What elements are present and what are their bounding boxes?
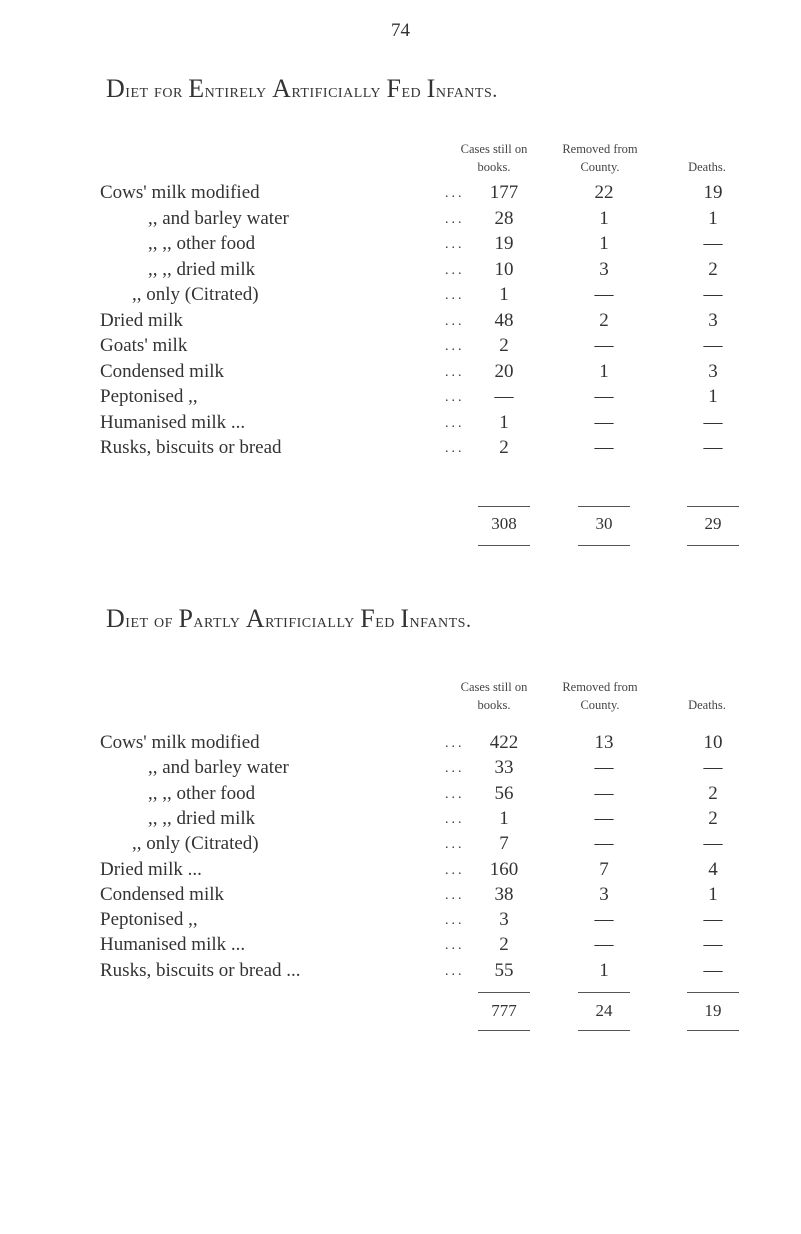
row-label: Peptonised ,, <box>100 909 198 931</box>
table-title: Diet of Partly Artificially Fed Infants. <box>106 604 472 633</box>
leader-dots: ... <box>445 237 465 252</box>
cell-removed: — <box>594 833 614 855</box>
cell-cases: 20 <box>494 360 514 382</box>
cell-removed: — <box>594 909 614 931</box>
table-row <box>0 361 801 387</box>
leader-dots: ... <box>445 887 465 903</box>
cell-cases: 422 <box>489 732 519 753</box>
cell-removed: — <box>594 782 614 804</box>
leader-dots: ... <box>445 811 465 827</box>
cell-deaths: — <box>703 757 723 779</box>
cell-deaths: 10 <box>703 732 723 753</box>
total-removed: 24 <box>595 1001 613 1020</box>
table-row <box>0 208 801 234</box>
row-label: ,, ,, dried milk <box>148 807 256 829</box>
cell-deaths: 3 <box>708 309 718 331</box>
cell-deaths: — <box>703 934 723 956</box>
total-rule-top <box>687 992 739 993</box>
cell-removed: 7 <box>599 858 609 880</box>
cell-removed: — <box>594 411 614 433</box>
leader-dots: ... <box>445 262 465 278</box>
total-cases: 777 <box>491 1001 517 1020</box>
cell-removed: — <box>594 934 614 956</box>
leader-dots: ... <box>445 736 465 751</box>
cell-deaths: — <box>703 284 723 305</box>
table-row <box>0 909 801 935</box>
total-rule-top <box>578 506 630 507</box>
total-rule-bottom <box>687 545 739 546</box>
row-label: Rusks, biscuits or bread ... <box>100 959 301 981</box>
leader-dots: ... <box>445 313 465 329</box>
column-header-removed: Removed from County. <box>562 680 638 712</box>
cell-deaths: 3 <box>708 360 718 382</box>
table-row <box>0 783 801 809</box>
cell-removed: 1 <box>599 207 609 229</box>
total-rule-top <box>478 992 530 993</box>
table-row <box>0 732 801 758</box>
row-label: Goats' milk <box>100 335 188 356</box>
total-cases: 308 <box>491 514 517 533</box>
column-header-deaths: Deaths. <box>688 160 726 174</box>
table-row <box>0 437 801 463</box>
column-header-cases: Cases still on books. <box>460 680 528 712</box>
cell-deaths: — <box>703 233 723 254</box>
table-row <box>0 757 801 783</box>
table-row <box>0 182 801 208</box>
leader-dots: ... <box>445 913 465 929</box>
leader-dots: ... <box>445 288 465 303</box>
leader-dots: ... <box>445 390 465 405</box>
leader-dots: ... <box>445 761 465 777</box>
cell-deaths: 2 <box>708 258 718 280</box>
cell-deaths: 1 <box>708 207 718 229</box>
cell-cases: 10 <box>494 258 514 280</box>
cell-removed: — <box>594 757 614 779</box>
row-label: Condensed milk <box>100 883 225 905</box>
cell-cases: 56 <box>494 782 514 804</box>
table-row <box>0 310 801 336</box>
cell-deaths: 1 <box>708 386 718 407</box>
table-row <box>0 386 801 412</box>
cell-removed: 3 <box>599 258 609 280</box>
cell-cases: 177 <box>489 182 519 203</box>
cell-cases: 160 <box>489 858 519 880</box>
leader-dots: ... <box>445 786 465 802</box>
cell-deaths: 2 <box>708 782 718 804</box>
total-rule-top <box>578 992 630 993</box>
total-removed: 30 <box>595 514 613 533</box>
page-number: 74 <box>391 20 410 41</box>
cell-removed: — <box>594 386 614 407</box>
table-row <box>0 259 801 285</box>
leader-dots: ... <box>445 339 465 354</box>
cell-cases: 55 <box>494 959 514 981</box>
cell-deaths: 4 <box>708 858 718 880</box>
cell-removed: 1 <box>599 360 609 382</box>
table-row <box>0 412 801 438</box>
cell-cases: 33 <box>494 757 514 779</box>
cell-cases: 1 <box>499 284 509 305</box>
total-rule-bottom <box>687 1030 739 1031</box>
total-rule-bottom <box>478 545 530 546</box>
total-deaths: 19 <box>704 1001 722 1020</box>
cell-removed: — <box>594 437 614 458</box>
column-header-cases: Cases still on books. <box>460 142 528 174</box>
row-label: Cows' milk modified <box>100 182 260 203</box>
cell-cases: 2 <box>499 335 509 356</box>
total-rule-top <box>687 506 739 507</box>
row-label: ,, ,, other food <box>148 233 256 254</box>
cell-removed: 22 <box>594 182 614 203</box>
cell-cases: 2 <box>499 934 509 956</box>
table-row <box>0 808 801 834</box>
row-label: Rusks, biscuits or bread <box>100 437 282 458</box>
total-deaths: 29 <box>704 514 722 533</box>
leader-dots: ... <box>445 415 465 431</box>
cell-cases: 7 <box>499 833 509 855</box>
cell-cases: 28 <box>494 207 514 229</box>
leader-dots: ... <box>445 963 465 979</box>
row-label: ,, only (Citrated) <box>132 833 259 855</box>
row-label: Peptonised ,, <box>100 386 198 407</box>
table-row <box>0 859 801 885</box>
cell-deaths: 19 <box>703 182 723 203</box>
leader-dots: ... <box>445 186 465 201</box>
cell-removed: 3 <box>599 883 609 905</box>
cell-cases: 38 <box>494 883 514 905</box>
row-label: ,, ,, other food <box>148 782 256 804</box>
cell-deaths: 2 <box>708 807 718 829</box>
table-row <box>0 884 801 910</box>
total-rule-top <box>478 506 530 507</box>
row-label: ,, and barley water <box>148 207 289 229</box>
cell-deaths: — <box>703 437 723 458</box>
row-label: ,, and barley water <box>148 757 289 779</box>
table-row <box>0 335 801 361</box>
total-rule-bottom <box>478 1030 530 1031</box>
row-label: Humanised milk ... <box>100 934 246 956</box>
leader-dots: ... <box>445 364 465 380</box>
column-header-deaths: Deaths. <box>688 698 726 712</box>
row-label: Condensed milk <box>100 360 225 382</box>
cell-removed: 1 <box>599 959 609 981</box>
row-label: ,, ,, dried milk <box>148 258 256 280</box>
cell-cases: 48 <box>494 309 514 331</box>
table-row <box>0 284 801 310</box>
cell-deaths: — <box>703 411 723 433</box>
cell-cases: 3 <box>499 909 509 931</box>
cell-removed: — <box>594 335 614 356</box>
column-header-removed: Removed from County. <box>562 142 638 174</box>
total-rule-bottom <box>578 1030 630 1031</box>
leader-dots: ... <box>445 441 465 456</box>
cell-deaths: — <box>703 833 723 855</box>
cell-cases: 2 <box>499 437 509 458</box>
row-label: Humanised milk ... <box>100 411 246 433</box>
row-label: Cows' milk modified <box>100 732 260 753</box>
table-row <box>0 960 801 986</box>
cell-removed: 1 <box>599 233 609 254</box>
cell-removed: — <box>594 284 614 305</box>
row-label: ,, only (Citrated) <box>132 284 259 305</box>
cell-deaths: 1 <box>708 883 718 905</box>
cell-removed: — <box>594 807 614 829</box>
table-row <box>0 934 801 960</box>
leader-dots: ... <box>445 862 465 878</box>
total-rule-bottom <box>578 545 630 546</box>
table-row <box>0 833 801 859</box>
cell-cases: 1 <box>499 807 509 829</box>
cell-cases: 1 <box>499 411 509 433</box>
cell-deaths: — <box>703 959 723 981</box>
cell-deaths: — <box>703 909 723 931</box>
table-row <box>0 233 801 259</box>
row-label: Dried milk ... <box>100 858 202 880</box>
leader-dots: ... <box>445 938 465 954</box>
cell-cases: — <box>494 386 514 407</box>
cell-removed: 2 <box>599 309 609 331</box>
leader-dots: ... <box>445 837 465 853</box>
cell-cases: 19 <box>494 233 514 254</box>
table-title: Diet for Entirely Artificially Fed Infants. <box>106 74 498 103</box>
leader-dots: ... <box>445 211 465 227</box>
cell-deaths: — <box>703 335 723 356</box>
row-label: Dried milk <box>100 309 183 331</box>
cell-removed: 13 <box>594 732 614 753</box>
